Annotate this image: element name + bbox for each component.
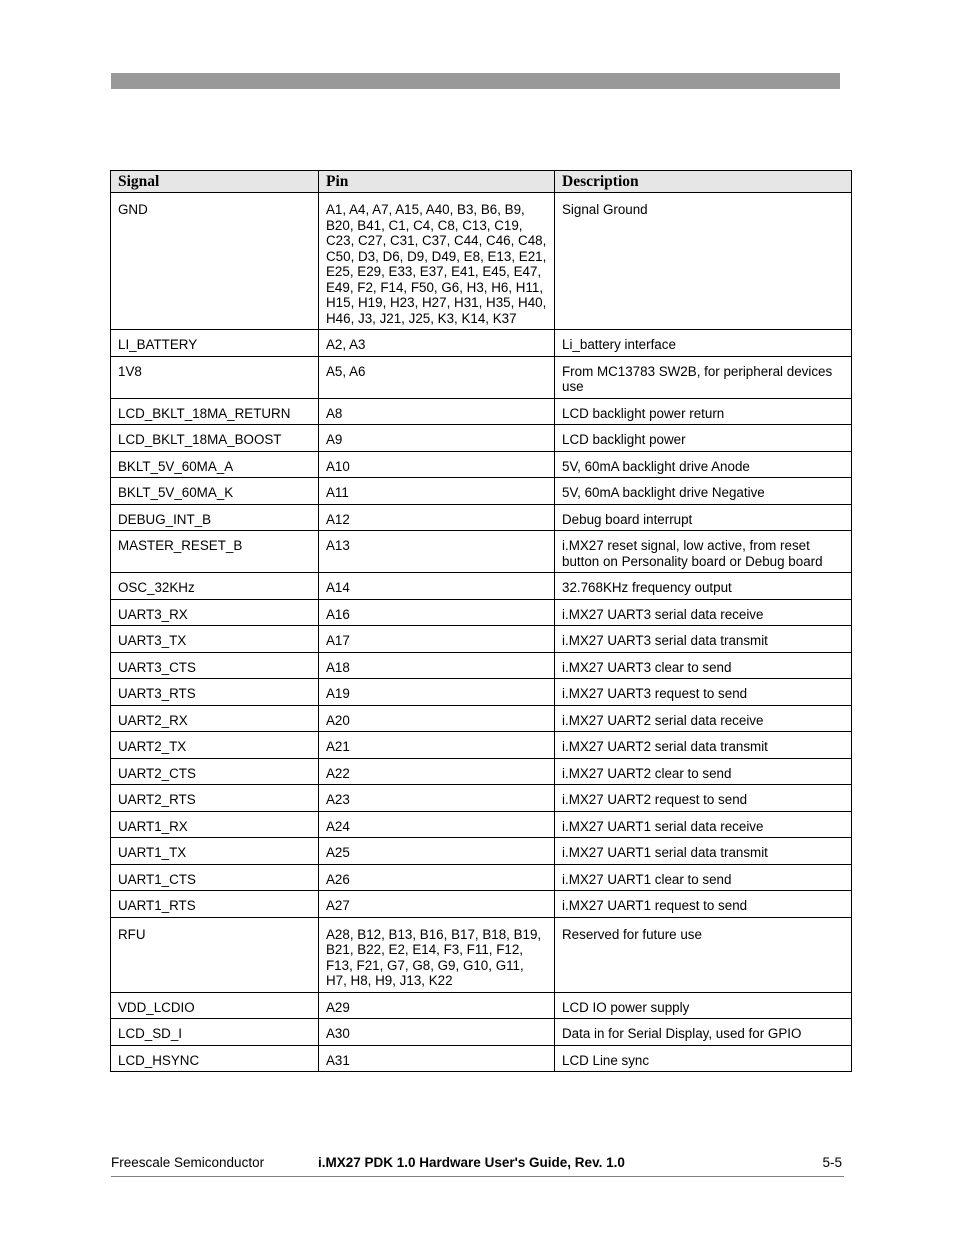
cell-signal: RFU [111,917,319,992]
cell-signal: BKLT_5V_60MA_A [111,451,319,478]
cell-description: Reserved for future use [555,917,852,992]
table-row [111,1045,852,1072]
table-row [111,732,852,759]
cell-signal: UART2_RX [111,705,319,732]
footer-company: Freescale Semiconductor [111,1155,265,1170]
cell-signal: UART1_RTS [111,891,319,918]
cell-pin: A18 [319,652,555,679]
cell-description: i.MX27 UART3 serial data receive [555,599,852,626]
signal-pin-table [110,170,852,1072]
cell-description: i.MX27 UART1 request to send [555,891,852,918]
table-row [111,992,852,1019]
cell-description: i.MX27 UART3 request to send [555,679,852,706]
cell-pin: A26 [319,864,555,891]
table-row [111,864,852,891]
cell-description: 32.768KHz frequency output [555,573,852,600]
table-row [111,478,852,505]
cell-pin: A21 [319,732,555,759]
cell-signal: UART3_TX [111,626,319,653]
cell-description: LCD IO power supply [555,992,852,1019]
header-bar [111,73,840,89]
cell-description: Debug board interrupt [555,504,852,531]
table-row [111,891,852,918]
cell-pin: A29 [319,992,555,1019]
cell-pin: A11 [319,478,555,505]
table-row [111,838,852,865]
table-row [111,330,852,357]
cell-signal: LCD_BKLT_18MA_RETURN [111,398,319,425]
cell-signal: GND [111,193,319,330]
header-description: Description [555,171,852,193]
cell-description: i.MX27 UART2 serial data transmit [555,732,852,759]
cell-description: i.MX27 UART1 serial data receive [555,811,852,838]
header-pin: Pin [319,171,555,193]
table-body [111,193,852,1072]
cell-signal: UART1_CTS [111,864,319,891]
cell-pin: A19 [319,679,555,706]
cell-pin: A5, A6 [319,356,555,398]
cell-description: From MC13783 SW2B, for peripheral devices use [555,356,852,398]
table-row [111,504,852,531]
cell-pin: A16 [319,599,555,626]
table-row [111,531,852,573]
table-row [111,356,852,398]
cell-description: 5V, 60mA backlight drive Anode [555,451,852,478]
cell-pin: A17 [319,626,555,653]
cell-signal: UART2_TX [111,732,319,759]
cell-description: Li_battery interface [555,330,852,357]
cell-description: i.MX27 UART2 request to send [555,785,852,812]
cell-signal: VDD_LCDIO [111,992,319,1019]
footer-rule [111,1176,844,1177]
table-row [111,573,852,600]
table-row [111,652,852,679]
cell-signal: OSC_32KHz [111,573,319,600]
cell-signal: UART2_CTS [111,758,319,785]
cell-pin: A24 [319,811,555,838]
table-row [111,758,852,785]
cell-signal: LCD_HSYNC [111,1045,319,1072]
cell-pin: A8 [319,398,555,425]
footer-title: i.MX27 PDK 1.0 Hardware User's Guide, Rev. 1.0 [318,1155,625,1170]
cell-pin: A13 [319,531,555,573]
cell-pin: A27 [319,891,555,918]
cell-signal: UART1_TX [111,838,319,865]
cell-pin: A14 [319,573,555,600]
cell-description: LCD backlight power return [555,398,852,425]
cell-pin: A20 [319,705,555,732]
cell-description: i.MX27 UART3 serial data transmit [555,626,852,653]
cell-description: i.MX27 reset signal, low active, from reset button on Personality board or Debug board [555,531,852,573]
table-row [111,785,852,812]
table-row [111,425,852,452]
cell-description: LCD Line sync [555,1045,852,1072]
cell-signal: 1V8 [111,356,319,398]
cell-pin: A31 [319,1045,555,1072]
cell-signal: LCD_BKLT_18MA_BOOST [111,425,319,452]
cell-pin: A22 [319,758,555,785]
cell-pin: A2, A3 [319,330,555,357]
cell-signal: BKLT_5V_60MA_K [111,478,319,505]
cell-signal: LCD_SD_I [111,1019,319,1046]
cell-pin: A10 [319,451,555,478]
cell-signal: UART1_RX [111,811,319,838]
table-row [111,398,852,425]
cell-pin: A30 [319,1019,555,1046]
table-row [111,679,852,706]
table-row [111,705,852,732]
cell-pin: A28, B12, B13, B16, B17, B18, B19, B21, B22, E2, E14, F3, F11, F12, F13, F21, G7, G8, G9, G10, G11, H7, H8, H9, J13, K22 [319,917,555,992]
cell-description: i.MX27 UART2 serial data receive [555,705,852,732]
table-row [111,917,852,992]
cell-pin: A1, A4, A7, A15, A40, B3, B6, B9, B20, B41, C1, C4, C8, C13, C19, C23, C27, C31, C37, C44, C46, C48, C50, D3, D6, D9, D49, E8, E13, E21, E25, E29, E33, E37, E41, E45, E47, E49, F2, F14, F50, G6, H3, H6, H11, H15, H19, H23, H27, H31, H35, H40, H46, J3, J21, J25, K3, K14, K37 [319,193,555,330]
cell-signal: UART3_RTS [111,679,319,706]
cell-signal: UART2_RTS [111,785,319,812]
cell-description: Data in for Serial Display, used for GPIO [555,1019,852,1046]
table-header-row [111,171,852,193]
table-row [111,626,852,653]
cell-pin: A23 [319,785,555,812]
table-row [111,1019,852,1046]
cell-signal: UART3_CTS [111,652,319,679]
footer-page-number: 5-5 [822,1155,842,1170]
cell-description: i.MX27 UART1 serial data transmit [555,838,852,865]
cell-description: i.MX27 UART3 clear to send [555,652,852,679]
cell-signal: LI_BATTERY [111,330,319,357]
cell-signal: MASTER_RESET_B [111,531,319,573]
cell-signal: UART3_RX [111,599,319,626]
cell-signal: DEBUG_INT_B [111,504,319,531]
cell-description: 5V, 60mA backlight drive Negative [555,478,852,505]
cell-description: Signal Ground [555,193,852,330]
cell-description: i.MX27 UART2 clear to send [555,758,852,785]
cell-description: i.MX27 UART1 clear to send [555,864,852,891]
table-row [111,599,852,626]
header-signal: Signal [111,171,319,193]
cell-description: LCD backlight power [555,425,852,452]
cell-pin: A9 [319,425,555,452]
cell-pin: A25 [319,838,555,865]
table-row [111,193,852,330]
table-row [111,811,852,838]
cell-pin: A12 [319,504,555,531]
table-row [111,451,852,478]
